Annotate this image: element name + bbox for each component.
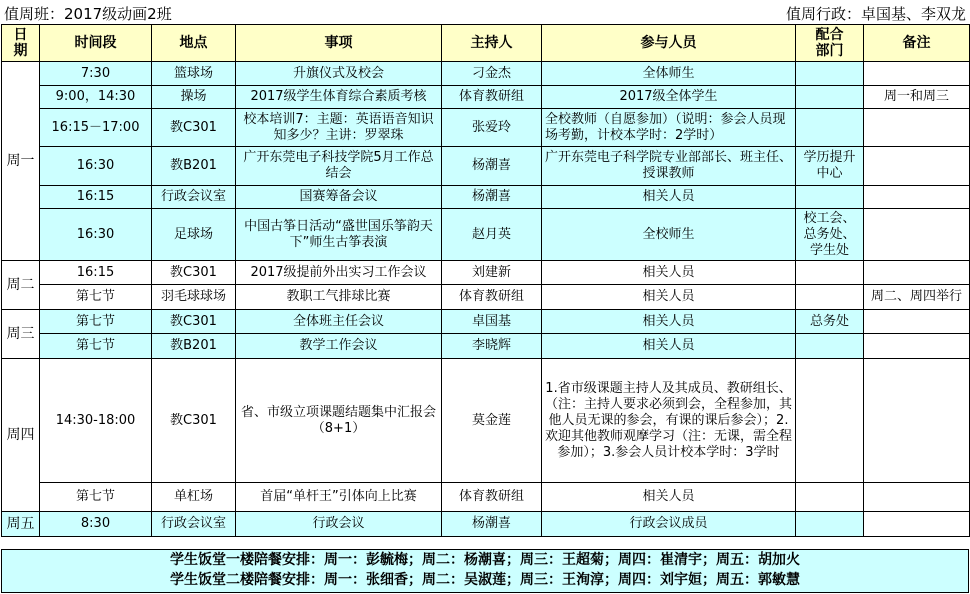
table-row [2,147,970,186]
cell-host: 刁金杰 [442,62,542,86]
schedule-table [1,24,970,537]
cell-host: 杨潮喜 [442,186,542,209]
cell-dept [796,186,864,209]
cell-host: 体育教研组 [442,86,542,109]
table-row [2,512,970,537]
day-cell-thu: 周四 [2,359,40,512]
cell-dept [796,334,864,359]
cell-participants: 相关人员 [542,310,796,334]
cell-item: 全体班主任会议 [236,310,442,334]
cell-note: 周二、周四举行 [864,285,970,310]
table-row [2,483,970,512]
cell-time: 16:15 [40,261,152,285]
cell-place: 操场 [152,86,236,109]
cell-host: 体育教研组 [442,285,542,310]
col-time: 时间段 [40,25,152,62]
cell-place: 教C301 [152,109,236,147]
cell-item: 国赛筹备会议 [236,186,442,209]
cell-note [864,310,970,334]
cell-item: 2017级学生体育综合素质考核 [236,86,442,109]
cell-host: 杨潮喜 [442,512,542,537]
cell-item: 首届“单杆王”引体向上比赛 [236,483,442,512]
cell-participants: 2017级全体学生 [542,86,796,109]
cell-participants: 全体师生 [542,62,796,86]
cell-participants: 相关人员 [542,261,796,285]
cell-note [864,483,970,512]
table-row [2,86,970,109]
cell-item: 广开东莞电子科技学院5月工作总结会 [236,147,442,186]
cell-note: 周一和周三 [864,86,970,109]
table-row [2,209,970,261]
table-row [2,261,970,285]
cell-host: 张爱玲 [442,109,542,147]
cell-time: 16:15 [40,186,152,209]
cell-host: 体育教研组 [442,483,542,512]
cell-host: 卓国基 [442,310,542,334]
cell-participants: 全校教师（自愿参加）（说明：参会人员现场考勤，计校本学时：2学时） [542,109,796,147]
cell-place: 单杠场 [152,483,236,512]
cell-item: 校本培训7：主题：英语语音知识知多少？主讲：罗翠珠 [236,109,442,147]
cell-dept: 学历提升中心 [796,147,864,186]
cell-time: 16:30 [40,209,152,261]
cell-place: 教C301 [152,310,236,334]
cell-item: 教学工作会议 [236,334,442,359]
cell-participants: 1.省市级课题主持人及其成员、教研组长、（注：主持人要求必须到会，全程参加，其他人员无课的参会，有课的课后参会）；2.欢迎其他教师观摩学习（注：无课，需全程参加）；3.参会人员计校本学时：3学时 [542,359,796,483]
cell-time: 16:15－17:00 [40,109,152,147]
title-bar [0,0,970,24]
col-note: 备注 [864,25,970,62]
cell-participants: 相关人员 [542,334,796,359]
cell-dept [796,359,864,483]
cell-time: 第七节 [40,334,152,359]
cell-participants: 广开东莞电子科学院专业部部长、班主任、授课教师 [542,147,796,186]
cell-place: 行政会议室 [152,186,236,209]
cell-item: 升旗仪式及校会 [236,62,442,86]
class-on-duty: 值周班：2017级动画2班 [4,5,172,23]
cell-time: 第七节 [40,483,152,512]
cell-participants: 相关人员 [542,285,796,310]
cell-place: 教C301 [152,261,236,285]
cell-time: 9:00，14:30 [40,86,152,109]
col-place: 地点 [152,25,236,62]
col-dept: 配合 部门 [796,25,864,62]
cell-host: 李晓辉 [442,334,542,359]
cell-participants: 相关人员 [542,186,796,209]
cell-host: 杨潮喜 [442,147,542,186]
cell-place: 足球场 [152,209,236,261]
cell-note [864,261,970,285]
cell-dept [796,86,864,109]
cell-dept [796,285,864,310]
cell-note [864,359,970,483]
cell-place: 羽毛球球场 [152,285,236,310]
header-row [2,25,970,62]
cell-note [864,62,970,86]
cell-time: 第七节 [40,310,152,334]
col-participants: 参与人员 [542,25,796,62]
cell-participants: 相关人员 [542,483,796,512]
cell-time: 8:30 [40,512,152,537]
cell-item: 行政会议 [236,512,442,537]
cell-time: 16:30 [40,147,152,186]
table-row [2,285,970,310]
table-row [2,334,970,359]
day-cell-mon: 周一 [2,62,40,261]
cell-item: 省、市级立项课题结题集中汇报会（8+1） [236,359,442,483]
day-cell-fri: 周五 [2,512,40,537]
cell-note [864,109,970,147]
admin-on-duty: 值周行政：卓国基、李双龙 [785,5,966,23]
cell-time: 14:30-18:00 [40,359,152,483]
day-cell-wed: 周三 [2,310,40,359]
canteen-floor1-line: 学生饭堂一楼陪餐安排：周一：彭毓梅；周二：杨潮喜；周三：王超菊；周四：崔清宇；周五：胡加火 [170,552,800,568]
col-item: 事项 [236,25,442,62]
col-host: 主持人 [442,25,542,62]
cell-place: 教B201 [152,334,236,359]
cell-participants: 行政会议成员 [542,512,796,537]
cell-note [864,512,970,537]
cell-item: 中国古筝日活动“盛世国乐筝韵天下”师生古筝表演 [236,209,442,261]
cell-place: 行政会议室 [152,512,236,537]
cell-participants: 全校师生 [542,209,796,261]
canteen-floor2-line: 学生饭堂二楼陪餐安排：周一：张细香；周二：吴淑莲；周三：王洵淳；周四：刘宇姮；周五：郭敏慧 [170,572,800,588]
cell-host: 莫金莲 [442,359,542,483]
cell-dept [796,483,864,512]
table-row [2,310,970,334]
cell-dept [796,109,864,147]
cell-time: 7:30 [40,62,152,86]
table-row [2,186,970,209]
col-day: 日 期 [2,25,40,62]
table-row [2,109,970,147]
cell-place: 教B201 [152,147,236,186]
cell-note [864,186,970,209]
day-cell-tue: 周二 [2,261,40,310]
cell-dept: 总务处 [796,310,864,334]
cell-place: 教C301 [152,359,236,483]
cell-item: 2017级提前外出实习工作会议 [236,261,442,285]
table-row [2,359,970,483]
table-row [2,62,970,86]
cell-time: 第七节 [40,285,152,310]
cell-note [864,334,970,359]
cell-host: 赵月英 [442,209,542,261]
cell-place: 篮球场 [152,62,236,86]
cell-dept [796,62,864,86]
cell-item: 教职工气排球比赛 [236,285,442,310]
canteen-duty-footer [1,549,969,593]
cell-note [864,209,970,261]
cell-dept [796,261,864,285]
cell-dept: 校工会、总务处、学生处 [796,209,864,261]
cell-host: 刘建新 [442,261,542,285]
cell-note [864,147,970,186]
cell-dept [796,512,864,537]
